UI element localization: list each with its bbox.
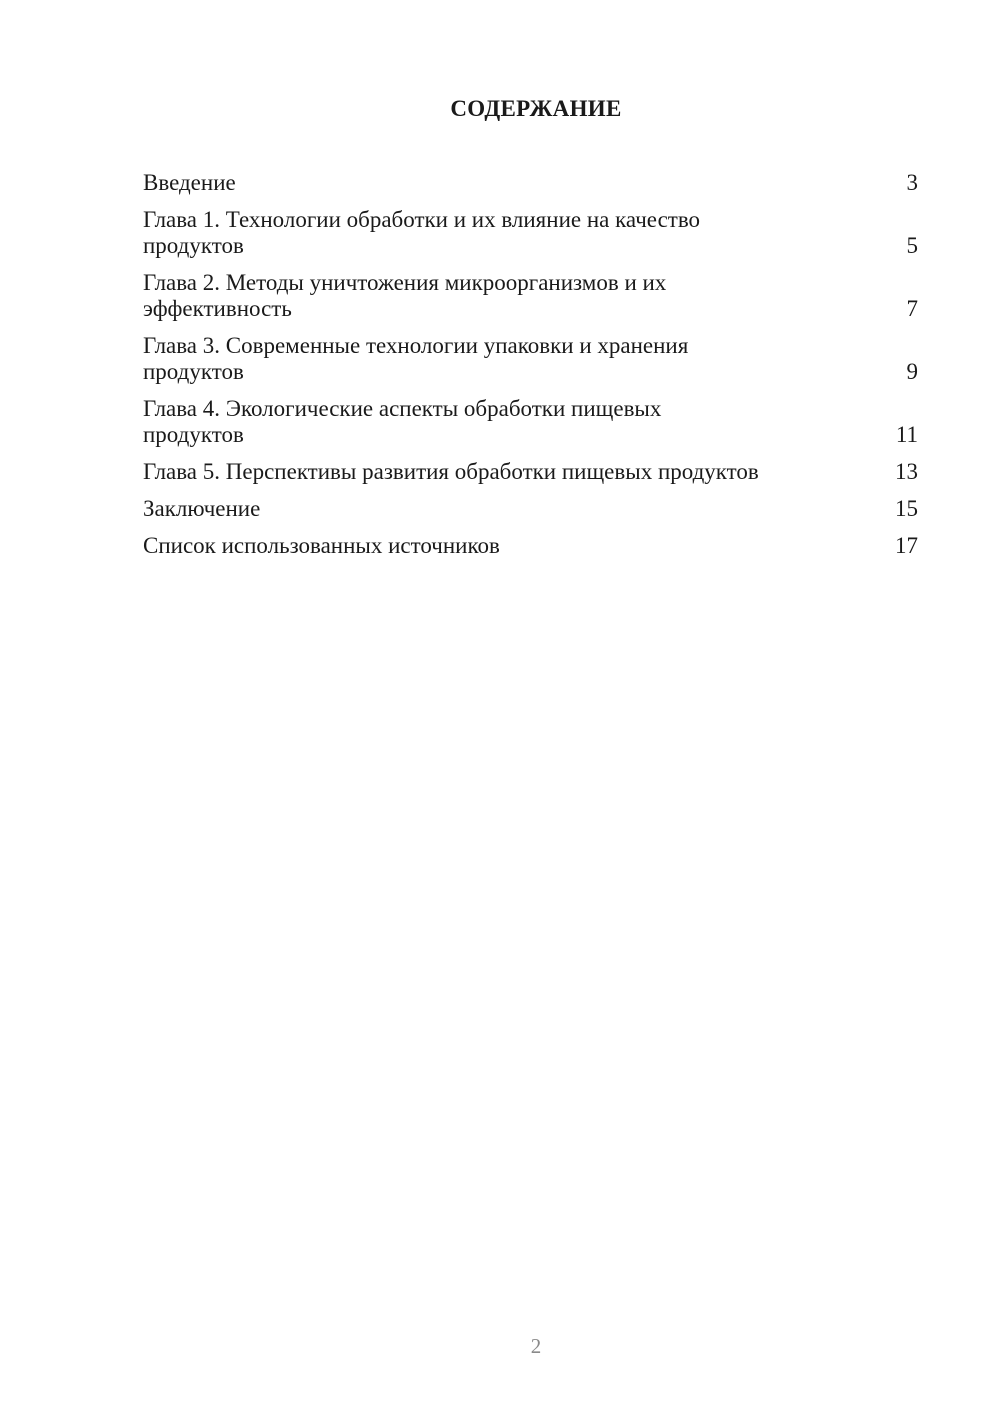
toc-entry-text: Введение bbox=[143, 170, 236, 195]
toc-entry-text: Заключение bbox=[143, 496, 261, 521]
toc-entry-page: 17 bbox=[895, 533, 918, 558]
toc-entry bbox=[143, 533, 918, 559]
toc-entry-page: 13 bbox=[895, 459, 918, 484]
toc-entry-text: Глава 1. Технологии обработки и их влияние на качество продуктов bbox=[143, 207, 701, 258]
toc-entry bbox=[143, 333, 918, 385]
toc-entry-page: 5 bbox=[906, 233, 918, 258]
toc-entry-text: Глава 4. Экологические аспекты обработки пищевых продуктов bbox=[143, 396, 662, 447]
toc-entry bbox=[143, 207, 918, 259]
toc-entry bbox=[143, 496, 918, 522]
page-number: 2 bbox=[530, 1334, 542, 1358]
toc-entry bbox=[143, 396, 918, 448]
page-title: СОДЕРЖАНИЕ bbox=[450, 96, 622, 121]
toc-entry-page: 15 bbox=[895, 496, 918, 521]
toc-entry-text: Глава 5. Перспективы развития обработки пищевых продуктов bbox=[143, 459, 759, 484]
toc-entry-page: 3 bbox=[906, 170, 918, 195]
toc-entry-text: Глава 2. Методы уничтожения микроорганизмов и их эффективность bbox=[143, 270, 667, 321]
toc-entry-page: 11 bbox=[895, 422, 918, 447]
toc-entry-page: 7 bbox=[906, 296, 918, 321]
toc-entry bbox=[143, 270, 918, 322]
toc-entry-text: Список использованных источников bbox=[143, 533, 500, 558]
toc-entry-page: 9 bbox=[906, 359, 918, 384]
toc-entry bbox=[143, 170, 918, 196]
toc-entry bbox=[143, 459, 918, 485]
table-of-contents bbox=[143, 170, 918, 570]
toc-entry-text: Глава 3. Современные технологии упаковки и хранения продуктов bbox=[143, 333, 689, 384]
